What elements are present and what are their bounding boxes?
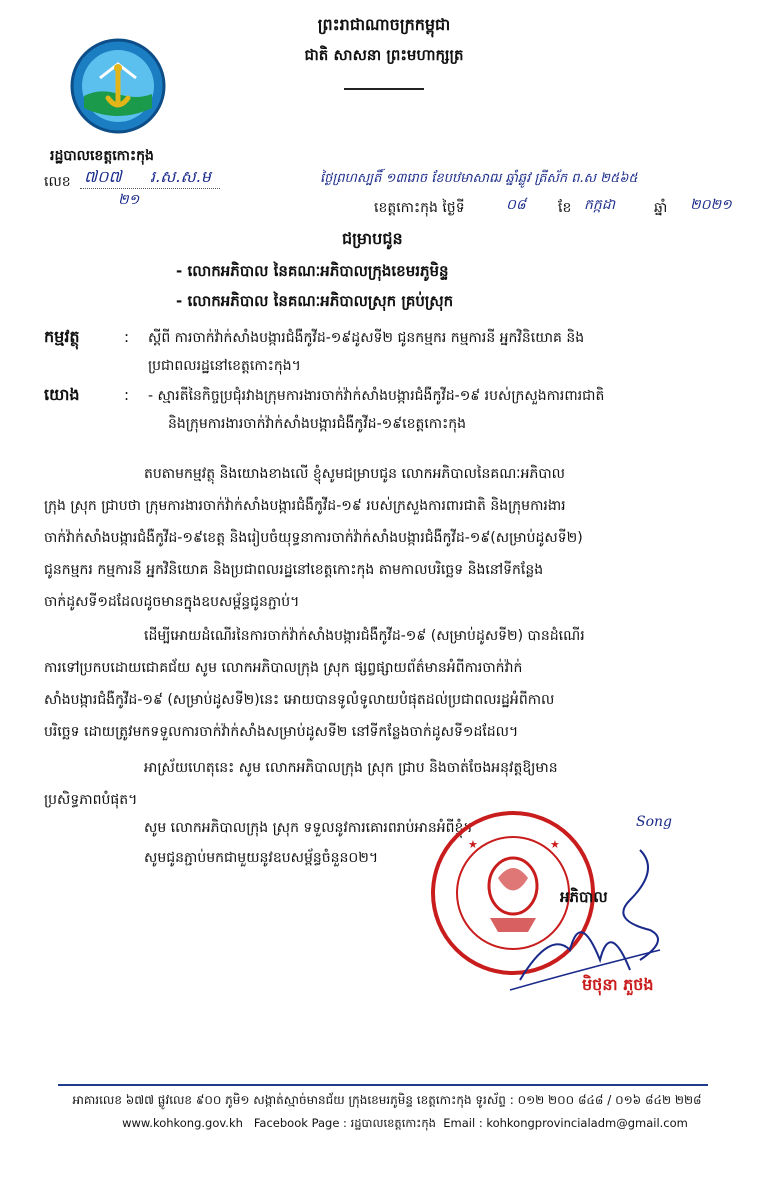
facebook-label: Facebook Page :	[253, 1116, 347, 1130]
website-link[interactable]: www.kohkong.gov.kh	[122, 1116, 243, 1130]
paragraph-line: ការទៅប្រកបដោយជោគជ័យ សូម លោកអភិបាលក្រុង ស្រុក ផ្សព្វផ្សាយព័ត៌មានអំពីការចាក់វ៉ាក់	[44, 660, 523, 676]
paragraph-line: ដើម្បីអោយដំណើរនៃការចាក់វ៉ាក់សាំងបង្ការជំងឺកូវីដ-១៩ (សម្រាប់ដូសទី២) បានដំណើរ	[144, 628, 585, 644]
svg-text:★: ★	[468, 838, 478, 851]
footer-divider	[58, 1084, 708, 1086]
recipient-item: - លោកអភិបាល នៃគណៈអភិបាលក្រុងខេមរភូមិន្ទ	[176, 262, 449, 280]
date-place-prefix: ខេត្តកោះកុង ថ្ងៃទី	[374, 200, 465, 216]
subject-line1: ស្តីពី ការចាក់វ៉ាក់សាំងបង្ការជំងឺកូវីដ-១៩ដូសទី២ ជូនកម្មករ កម្មការនី អ្នកវិនិយោគ និង	[148, 330, 585, 346]
closing-attachment: សូមជូនភ្ជាប់មកជាមួយនូវឧបសម្ព័ន្ធចំនួន០២។	[144, 850, 379, 866]
email-label: Email :	[443, 1116, 483, 1130]
ref-sub: ២១	[118, 192, 140, 208]
footer-contacts	[110, 1116, 700, 1133]
date-day: ០៨	[506, 197, 526, 213]
kingdom-title: ព្រះរាជាណាចក្រកម្ពុជា	[317, 15, 451, 34]
facebook-link[interactable]: រដ្ឋបាលខេត្តកោះកុង	[350, 1116, 436, 1130]
date-year: ២០២១	[690, 197, 732, 213]
handwritten-initials: Song	[636, 814, 672, 830]
paragraph-line: ចាក់ដូសទី១ដដែលដូចមានក្នុងឧបសម្ព័ន្ធជូនភ្ជាប់។	[44, 594, 300, 610]
ref-dotted-line	[80, 188, 220, 189]
recipient-item: - លោកអភិបាល នៃគណៈអភិបាលស្រុក គ្រប់ស្រុក	[176, 292, 454, 310]
reference-line2: និងក្រុមការងារចាក់វ៉ាក់សាំងបង្ការជំងឺកូវីដ-១៩ខេត្តកោះកុង	[168, 416, 467, 432]
paragraph-line: ជូនកម្មករ កម្មការនី អ្នកវិនិយោគ និងប្រជាពលរដ្ឋនៅខេត្តកោះកុង តាមកាលបរិច្ឆេទ និងនៅទីកន្លែង	[44, 562, 544, 578]
recipient-text: លោកអភិបាល នៃគណៈអភិបាលក្រុងខេមរភូមិន្ទ	[187, 262, 449, 280]
paragraph-line: សាំងបង្ការជំងឺកូវីដ-១៩ (សម្រាប់ដូសទី២)នេះ អោយបានទូលំទូលាយបំផុតដល់ប្រជាពលរដ្ឋអំពីកាល	[44, 692, 555, 708]
reference-label: យោង	[44, 385, 80, 404]
subject-label: កម្មវត្ថុ	[44, 327, 80, 346]
footer-address: អាគារលេខ ៦៧៧ ផ្លូវលេខ ៩០០ ភូមិ១ សង្កាត់ស្មាច់មានជ័យ ក្រុងខេមរភូមិន្ទ ខេត្តកោះកុង ទូរស័ព្ទ : ០១២ ២០០ ៨៤៨ / ០១៦ ៨៤២ ២២៨	[72, 1093, 702, 1107]
date-year-prefix: ឆ្នាំ	[654, 200, 668, 216]
closing-courtesy: សូម លោកអភិបាលក្រុង ស្រុក ទទួលនូវការគោរពរាប់អានអំពីខ្ញុំ។	[144, 820, 473, 836]
paragraph-line: បរិច្ឆេទ ដោយត្រូវមកទទួលការចាក់វ៉ាក់សាំងសម្រាប់ដូសទី២ នៅទីកន្លែងចាក់ដូសទី១ដដែល។	[44, 724, 519, 740]
paragraph-line: ចាក់វ៉ាក់សាំងបង្ការជំងឺកូវីដ-១៩ខេត្ត និងរៀបចំយុទ្ធនាការចាក់វ៉ាក់សាំងបង្ការជំងឺកូវីដ-១៩(សម្រាប់ដូសទី២)	[44, 530, 583, 546]
subject-line2: ប្រជាពលរដ្ឋនៅខេត្តកោះកុង។	[148, 358, 301, 374]
ref-suffix: រ.ស.ស.ម	[150, 167, 211, 186]
provincial-logo	[70, 38, 166, 134]
svg-text:★: ★	[550, 838, 560, 851]
ref-number: ៧០៧	[84, 167, 122, 186]
paragraph-line: តបតាមកម្មវត្ថុ និងយោងខាងលើ ខ្ញុំសូមជម្រាបជូន លោកអភិបាលនៃគណៈអភិបាល	[144, 466, 566, 482]
signatory-title: អភិបាល	[560, 888, 608, 906]
ref-prefix: លេខ	[44, 174, 71, 190]
paragraph-2	[44, 620, 734, 748]
paragraph-line: អាស្រ័យហេតុនេះ សូម លោកអភិបាលក្រុង ស្រុក ជ្រាប និងចាត់ចែងអនុវត្តឱ្យមាន	[144, 760, 558, 776]
subject-colon: :	[124, 328, 130, 346]
issuer-name: រដ្ឋបាលខេត្តកោះកុង	[50, 148, 154, 164]
recipients-heading: ជម្រាបជូន	[342, 229, 403, 248]
national-motto: ជាតិ សាសនា ព្រះមហាក្សត្រ	[304, 46, 464, 64]
paragraph-line: ប្រសិទ្ធភាពបំផុត។	[44, 792, 138, 808]
date-month: កក្កដា	[584, 197, 616, 213]
lunar-date: ថ្ងៃព្រហស្បតិ៍ ១៣រោច ខែបឋមាសាឍ ឆ្នាំឆ្លូវ ត្រីស័ក ព.ស ២៥៦៥	[320, 171, 638, 186]
date-month-prefix: ខែ	[558, 200, 572, 216]
paragraph-3	[44, 752, 734, 816]
paragraph-1	[44, 458, 734, 618]
signatory-name: មិថុនា ភួថង	[582, 975, 654, 994]
reference-colon: :	[124, 386, 130, 404]
reference-line1: - ស្មារតីនៃកិច្ចប្រជុំរវាងក្រុមការងារចាក់វ៉ាក់សាំងបង្ការជំងឺកូវីដ-១៩ របស់ក្រសួងការពារជាតិ	[148, 388, 605, 404]
header-divider	[344, 88, 424, 90]
paragraph-line: ក្រុង ស្រុក ជ្រាបថា ក្រុមការងារចាក់វ៉ាក់សាំងបង្ការជំងឺកូវីដ-១៩ របស់ក្រសួងការពារជាតិ និងក្រុមការងារ	[44, 498, 566, 514]
email-link[interactable]: kohkongprovincialadm@gmail.com	[486, 1116, 688, 1130]
recipient-text: លោកអភិបាល នៃគណៈអភិបាលស្រុក គ្រប់ស្រុក	[187, 292, 454, 310]
